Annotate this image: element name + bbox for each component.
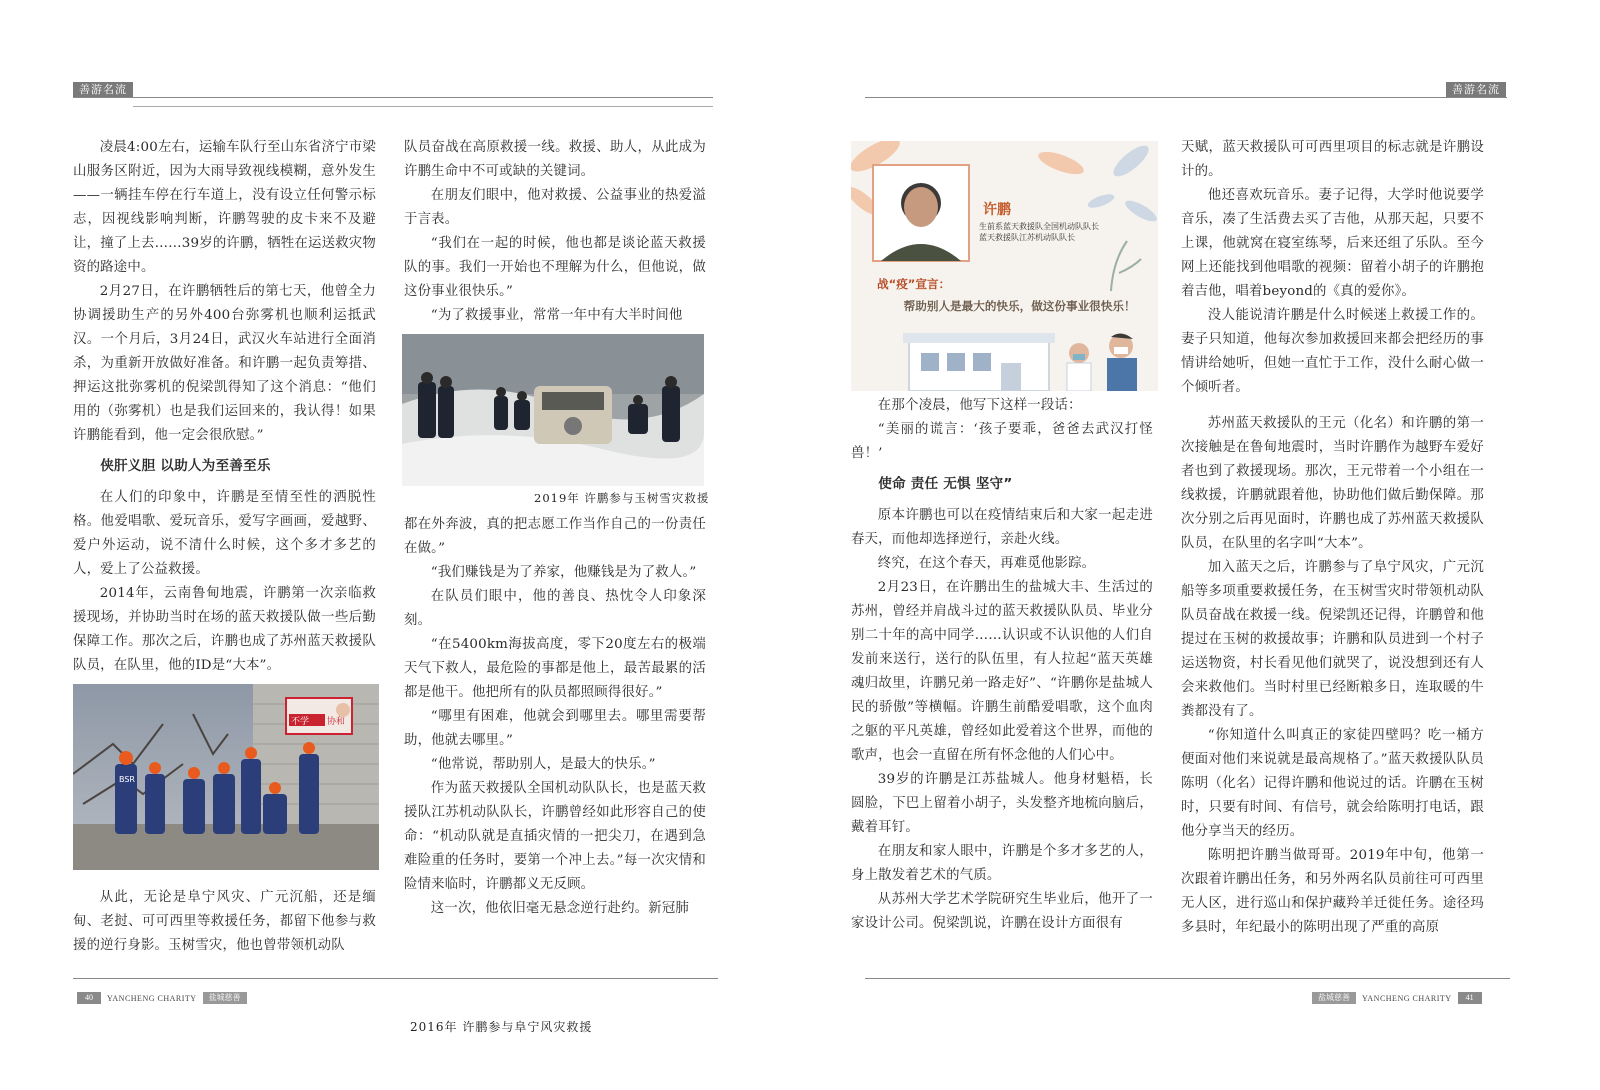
paragraph: 2月23日，在许鹏出生的盐城大丰、生活过的苏州，曾经并肩战斗过的蓝天救援队队员、毕业分别二十年的高中同学……认识或不认识他的人们自发前来送行，送行的队伍里，有人拉起“蓝天英雄魂归故里，许鹏兄弟一路走好”、“许鹏你是盐城人民的骄傲”等横幅。许鹏生前酷爱唱歌，这个血肉之躯的平凡英雄，曾经如此爱着这个世界，而他的歌声，也会一直留在所有怀念他的人们心中。 [851,580,1153,763]
paragraph: “我们在一起的时候，他也都是谈论蓝天救援队的事。我们一开始也不理解为什么，但他说，做这份事业很快乐。” [404,236,706,299]
paragraph: 加入蓝天之后，许鹏参与了阜宁风灾，广元沉船等多项重要救援任务，在玉树雪灾时带领机动队队员奋战在救援一线。倪梁凯还记得，许鹏曾和他提过在玉树的救援故事；许鹏和队员进到一个村子运送物资，村长看见他们就哭了，说没想到还有人会来救他们。当时村里已经断粮多日，连取暖的牛粪都没有了。 [1181,560,1484,719]
section-tag: 善游名流 [73,82,133,97]
paragraph: “在5400km海拔高度，零下20度左右的极端天气下救人，最危险的事都是他上，最苦最累的活都是他干。他把所有的队员都照顾得很好。” [404,637,706,700]
paragraph: 终究，在这个春天，再难觅他影踪。 [877,556,1096,571]
paragraph: 队员奋战在高原救援一线。救援、助人，从此成为许鹏生命中不可或缺的关键词。 [404,140,706,179]
paragraph: 在朋友们眼中，他对救援、公益事业的热爱溢于言表。 [404,188,706,227]
profile-title [979,221,1099,243]
photo-fuling-rescue [73,684,379,870]
profile-name: 许鹏 [983,202,1011,218]
right-column-2 [1181,136,1484,940]
slogan-text: 帮助别人是最大的快乐，做这份事业很快乐！ [903,299,1136,313]
section-heading: 侠肝义胆 以助人为至善至乐 [100,458,271,474]
footer [77,992,247,1004]
paragraph-gap [1181,400,1484,412]
section-tag: 善游名流 [1446,82,1506,97]
paragraph: 在那个凌晨，他写下这样一段话： [877,398,1082,413]
magazine-name-en: YANCHENG CHARITY [107,993,197,1003]
paragraph: 作为蓝天救援队全国机动队队长，也是蓝天救援队江苏机动队队长，许鹏曾经如此形容自己的使命：“机动队就是直插灾情的一把尖刀，在遇到急难险重的任务时，要第一个冲上去。”每一次灾情和险情来临时，许鹏都义无反顾。 [404,781,706,892]
header-rule-inner [133,106,713,107]
paragraph: 这一次，他依旧毫无悬念逆行赴约。新冠肺 [430,901,690,916]
paragraph: 苏州蓝天救援队的王元（化名）和许鹏的第一次接触是在鲁甸地震时，当时许鹏作为越野车爱好者也到了救援现场。那次，王元带着一个小组在一线救援，许鹏就跟着他，协助他们做后勤保障。那次分别之后再见面时，许鹏也成了苏州蓝天救援队队员，在队里的名字叫“大本”。 [1181,416,1484,551]
paragraph: 天赋，蓝天救援队可可西里项目的标志就是许鹏设计的。 [1181,140,1484,179]
footer [1312,992,1482,1004]
left-column-2-bottom [404,513,706,921]
page-number: 41 [1458,992,1482,1004]
paragraph: 在队员们眼中，他的善良、热忱令人印象深刻。 [404,589,706,628]
photo-caption: 2019年 许鹏参与玉树雪灾救援 [534,491,710,505]
paragraph: 从苏州大学艺术学院研究生毕业后，他开了一家设计公司。倪梁凯说，许鹏在设计方面很有 [851,892,1153,931]
paragraph: “美丽的谎言：‘孩子要乖，爸爸去武汉打怪兽！’ [851,422,1153,461]
right-column-1 [851,394,1153,936]
bsr-label: BSR [119,775,135,784]
left-column-1 [73,136,376,678]
paragraph: 2014年，云南鲁甸地震，许鹏第一次亲临救援现场，并协助当时在场的蓝天救援队做一些后勤保障工作。那次之后，许鹏也成了苏州蓝天救援队队员，在队里，他的ID是“大本”。 [73,586,376,673]
profile-slogan [877,273,1147,317]
paragraph: 原本许鹏也可以在疫情结束后和大家一起走进春天，而他却选择逆行，亲赴火线。 [851,508,1153,547]
paragraph: “我们赚钱是为了养家，他赚钱是为了救人。” [430,565,697,580]
paragraph: “为了救援事业，常常一年中有大半时间他 [430,308,683,323]
banner-text: 不学 [291,717,310,727]
photo-caption: 2016年 许鹏参与阜宁风灾救援 [410,1020,593,1034]
paragraph: 没人能说清许鹏是什么时候迷上救援工作的。妻子只知道，他每次参加救援回来都会把经历的事情讲给她听，但她一直忙于工作，没什么耐心做一个倾听者。 [1181,308,1484,395]
profile-card [851,141,1158,391]
paragraph: 都在外奔波，真的把志愿工作当作自己的一份责任在做。” [404,517,706,556]
footer-rule [865,978,1510,979]
banner-text: 协和 [327,717,346,727]
magazine-name-cn: 盐城慈善 [1312,992,1356,1004]
left-column-1-bottom [73,886,376,958]
photo-snow-rescue [402,334,704,486]
paragraph: 他还喜欢玩音乐。妻子记得，大学时他说要学音乐，凑了生活费去买了吉他，从那天起，只要不上课，他就窝在寝室练琴，后来还组了乐队。至今网上还能找到他唱歌的视频：留着小胡子的许鹏抱着吉他，唱着beyond的《真的爱你》。 [1181,188,1484,299]
right-page [800,0,1600,1090]
paragraph: “你知道什么叫真正的家徒四壁吗？吃一桶方便面对他们来说就是最高规格了。”蓝天救援队队员陈明（化名）记得许鹏和他说过的话。许鹏在玉树时，只要有时间、有信号，就会给陈明打电话，跟他分享当天的经历。 [1181,728,1484,839]
paragraph: 2月27日，在许鹏牺牲后的第七天，他曾全力协调援助生产的另外400台弥雾机也顺利运抵武汉。一个月后，3月24日，武汉火车站进行全面消杀，为重新开放做好准备。和许鹏一起负责筹措、押运这批弥雾机的倪梁凯得知了这个消息：“他们用的（弥雾机）也是我们运回来的，我认得！如果许鹏能看到，他一定会很欣慰。” [73,284,376,443]
profile-title-line: 蓝天救援队江苏机动队队长 [979,233,1075,242]
header-rule [865,97,1507,98]
paragraph: 凌晨4:00左右，运输车队行至山东省济宁市梁山服务区附近，因为大雨导致视线模糊，意外发生——一辆挂车停在行车道上，没有设立任何警示标志，因视线影响判断，许鹏驾驶的皮卡来不及避让，撞了上去……39岁的许鹏，牺牲在运送救灾物资的路途中。 [73,140,376,275]
paragraph: 从此，无论是阜宁风灾、广元沉船，还是缅甸、老挝、可可西里等救援任务，都留下他参与救援的逆行身影。玉树雪灾，他也曾带领机动队 [73,890,376,953]
paragraph: “哪里有困难，他就会到哪里去。哪里需要帮助，他就去哪里。” [404,709,706,748]
paragraph: 39岁的许鹏是江苏盐城人。他身材魁梧，长圆脸，下巴上留着小胡子，头发整齐地梳向脑后，戴着耳钉。 [851,772,1153,835]
paragraph: 陈明把许鹏当做哥哥。2019年中旬，他第一次跟着许鹏出任务，和另外两名队员前往可可西里无人区，进行巡山和保护藏羚羊迁徙任务。途径玛多县时，年纪最小的陈明出现了严重的高原 [1181,848,1484,935]
section-heading: 使命 责任 无惧 坚守” [878,476,1013,492]
magazine-name-cn: 盐城慈善 [203,992,247,1004]
paragraph: 在人们的印象中，许鹏是至情至性的洒脱性格。他爱唱歌、爱玩音乐，爱写字画画，爱越野、爱户外运动，说不清什么时候，这个多才多艺的人，爱上了公益救援。 [73,490,376,577]
header-rule [73,97,713,98]
footer-rule [73,978,718,979]
page-number: 40 [77,992,101,1004]
slogan-prefix: 战“疫”宣言： [877,277,951,291]
left-column-2-top [404,136,706,328]
paragraph: “他常说，帮助别人，是最大的快乐。” [430,757,656,772]
paragraph: 在朋友和家人眼中，许鹏是个多才多艺的人，身上散发着艺术的气质。 [851,844,1153,883]
magazine-name-en: YANCHENG CHARITY [1362,993,1452,1003]
profile-title-line: 生前系蓝天救援队全国机动队队长 [979,222,1099,231]
